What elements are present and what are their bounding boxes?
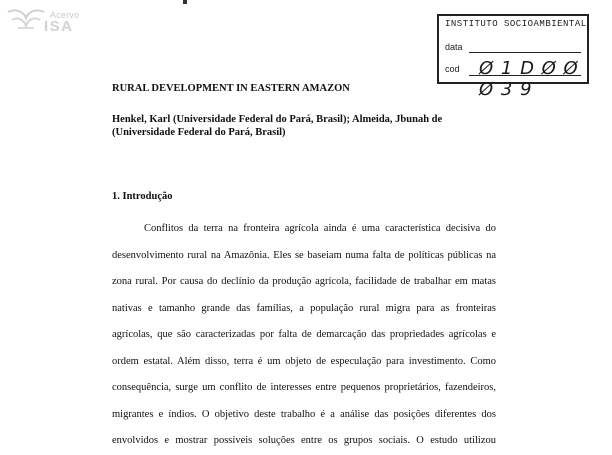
paper-title: RURAL DEVELOPMENT IN EASTERN AMAZON: [112, 83, 350, 94]
author-line-text: Universidade Federal do Pará, Brasil): [115, 127, 286, 138]
body-line: envolvidos e mostrar possíveis soluções entre os grupos sociais. O estudo utilizou: [112, 435, 496, 446]
acervo-isa-logo: [6, 6, 80, 36]
stamp-data-label: data: [445, 42, 463, 52]
section-heading: 1. Introdução: [112, 191, 173, 202]
body-line: Conflitos da terra na fronteira agrícola ainda é uma característica decisiva do: [144, 223, 496, 234]
stamp-title: INSTITUTO SOCIOAMBIENTAL: [445, 19, 587, 29]
paper-authors: [112, 113, 496, 139]
logo-label-main: ISA: [44, 18, 74, 35]
logo-label-small: Acervo: [50, 10, 80, 20]
author-line: Henkel, Karl (Universidade Federal do Pará, Brasil); Almeida, Jbunah de: [112, 114, 443, 125]
body-line: consequência, surge um conflito de interesses entre pequenos proprietários, fazendeiros,: [112, 382, 496, 393]
body-line: nativas e tamanho grande das famílias, a população rural migra para as fronteiras: [112, 302, 496, 314]
scan-mark: [183, 0, 187, 4]
body-line: ordem estatal. Além disso, terra é um objeto de especulação para investimento. Como: [112, 355, 496, 367]
body-line: zona rural. Por causa do declínio da produção agrícola, facilidade de trabalhar em matas: [112, 276, 496, 287]
bird-logo-icon: [6, 6, 46, 36]
author-line: (Universidade Federal do Pará, Brasil): [112, 127, 286, 138]
body-paragraph: [112, 216, 496, 455]
stamp-data-line: [469, 52, 581, 53]
body-line: agrícolas, que são caracterizadas por falta de demarcação das propriedades agrícolas e: [112, 329, 496, 340]
institute-stamp: [437, 14, 589, 100]
stamp-cod-label: cod: [445, 64, 460, 74]
body-line: migrantes e índios. O objetivo deste trabalho é a análise das posições diferentes dos: [112, 408, 496, 420]
stamp-code-handwritten: Ø 1 D Ø Ø Ø 3 9: [479, 58, 579, 100]
body-line: desenvolvimento rural na Amazônia. Eles se baseiam numa falta de políticas públicas na: [112, 249, 496, 261]
